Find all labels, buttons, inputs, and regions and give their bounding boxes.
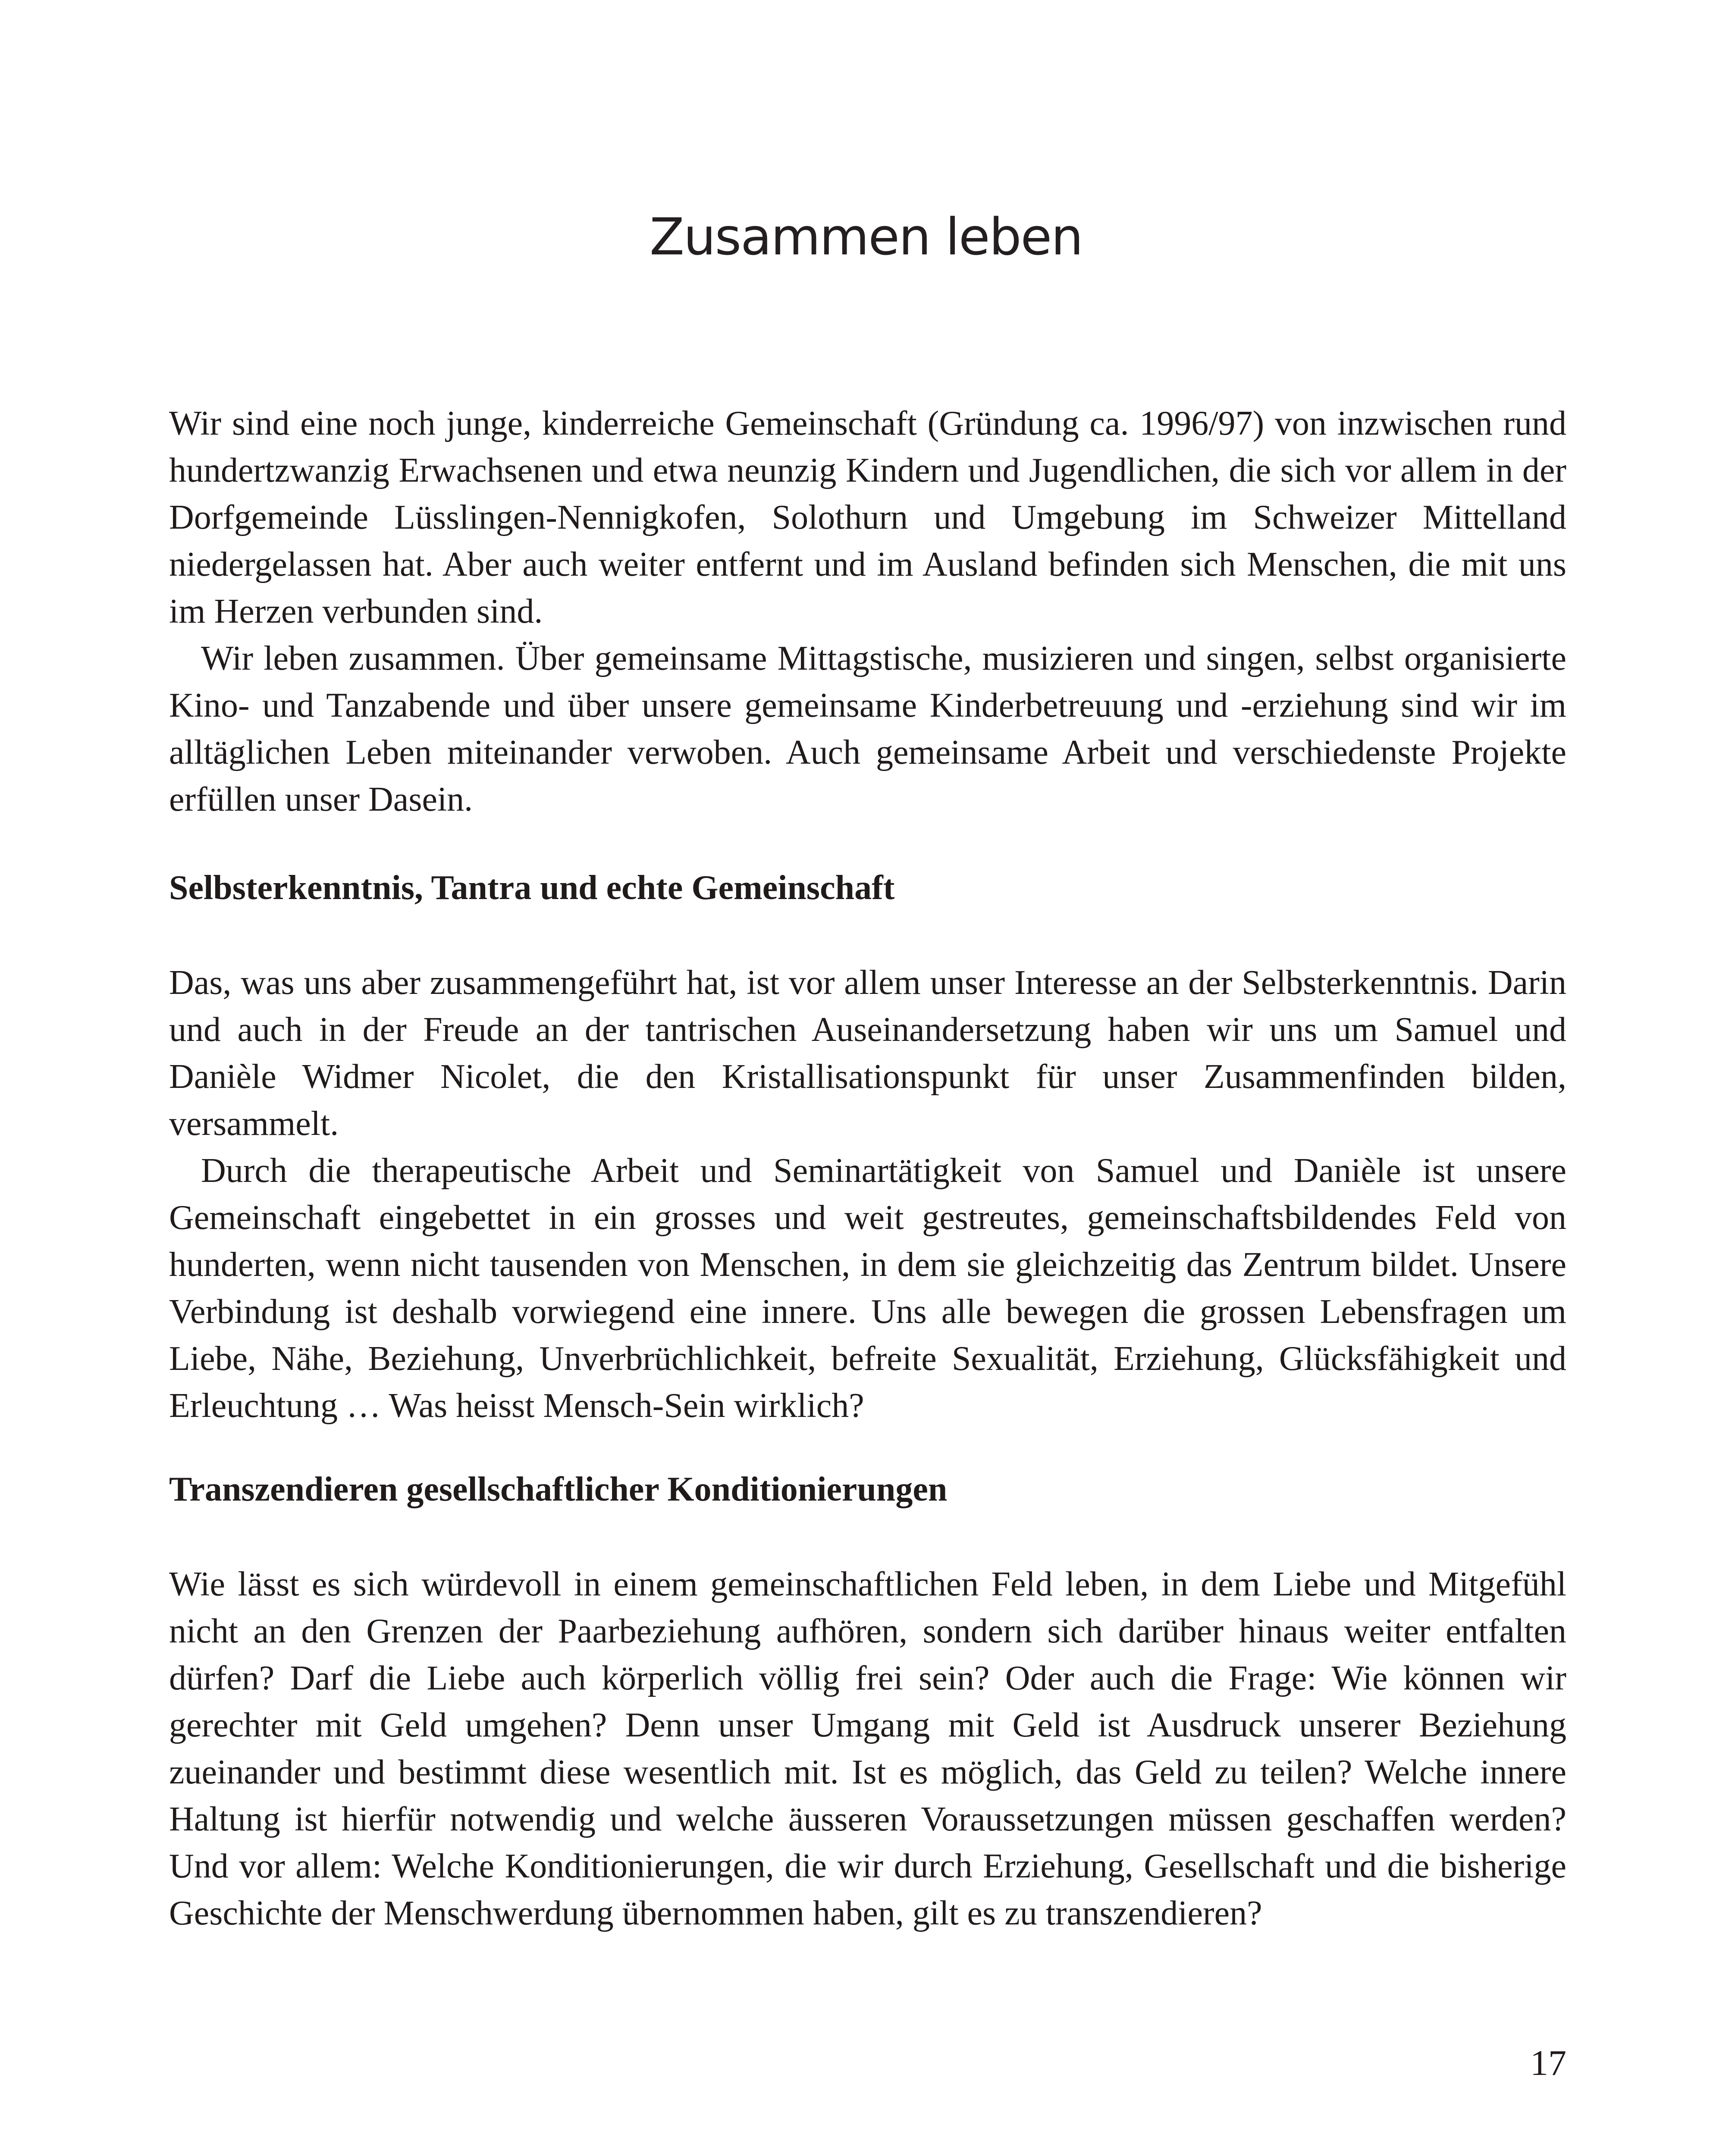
body-paragraph: Wir sind eine noch junge, kinderreiche Gemeinschaft (Gründung ca. 1996/97) von inzwischen rund hundertzwanzig Erwachsenen und etwa neunzig Kindern und Jugendlichen, die sich vor allem in der Dorfgemeinde Lüsslingen-Nennigkofen, Solothurn und Umgebung im Schweizer Mittelland niedergelassen hat. Aber auch weiter entfernt und im Ausland befinden sich Menschen, die mit uns im Herzen verbunden sind. — [169, 404, 1566, 630]
section-heading: Selbsterkenntnis, Tantra und echte Gemeinschaft — [169, 869, 895, 907]
page-number: 17 — [1530, 2043, 1566, 2083]
transcending-section — [169, 1561, 1566, 1937]
body-paragraph: Das, was uns aber zusammengeführt hat, ist vor allem unser Interesse an der Selbsterkenntnis. Darin und auch in der Freude an der tantrischen Auseinandersetzung haben wir uns um Samuel und Danièle Widmer Nicolet, die den Kristallisationspunkt für unser Zusammenfinden bilden, versammelt. — [169, 964, 1566, 1143]
body-paragraph: Wir leben zusammen. Über gemeinsame Mittagstische, musizieren und singen, selbst organisierte Kino- und Tanzabende und über unsere gemeinsame Kinderbetreuung und -erziehung sind wir im alltäglichen Leben miteinander verwoben. Auch gemeinsame Arbeit und verschiedenste Projekte erfüllen unser Dasein. — [169, 639, 1566, 818]
self-knowledge-section — [169, 959, 1566, 1429]
body-paragraph: Durch die therapeutische Arbeit und Seminartätigkeit von Samuel und Danièle ist unsere Gemeinschaft eingebettet in ein grosses und weit gestreutes, gemeinschaftsbildendes Feld von hunderten, wenn nicht tausenden von Menschen, in dem sie gleichzeitig das Zentrum bildet. Unsere Verbindung ist deshalb vorwiegend eine innere. Uns alle bewegen die grossen Lebensfragen um Liebe, Nähe, Beziehung, Unverbrüchlichkeit, befreite Sexualität, Erziehung, Glücksfähigkeit und Erleuchtung … Was heisst Mensch-Sein wirklich? — [169, 1152, 1566, 1425]
body-paragraph: Wie lässt es sich würdevoll in einem gemeinschaftlichen Feld leben, in dem Liebe und Mitgefühl nicht an den Grenzen der Paarbeziehung aufhören, sondern sich darüber hinaus weiter entfalten dürfen? Darf die Liebe auch körperlich völlig frei sein? Oder auch die Frage: Wie können wir gerechter mit Geld umgehen? Denn unser Umgang mit Geld ist Ausdruck unserer Beziehung zueinander und bestimmt diese wesentlich mit. Ist es möglich, das Geld zu teilen? Welche innere Haltung ist hierfür notwendig und welche äusseren Voraussetzungen müssen geschaffen werden? Und vor allem: Welche Konditionierungen, die wir durch Erziehung, Gesellschaft und die bisherige Geschichte der Menschwerdung übernommen haben, gilt es zu transzendieren? — [169, 1565, 1566, 1932]
intro-section — [169, 400, 1566, 823]
section-heading: Transzendieren gesellschaftlicher Konditionierungen — [169, 1470, 948, 1508]
page-title: Zusammen leben — [650, 207, 1082, 266]
